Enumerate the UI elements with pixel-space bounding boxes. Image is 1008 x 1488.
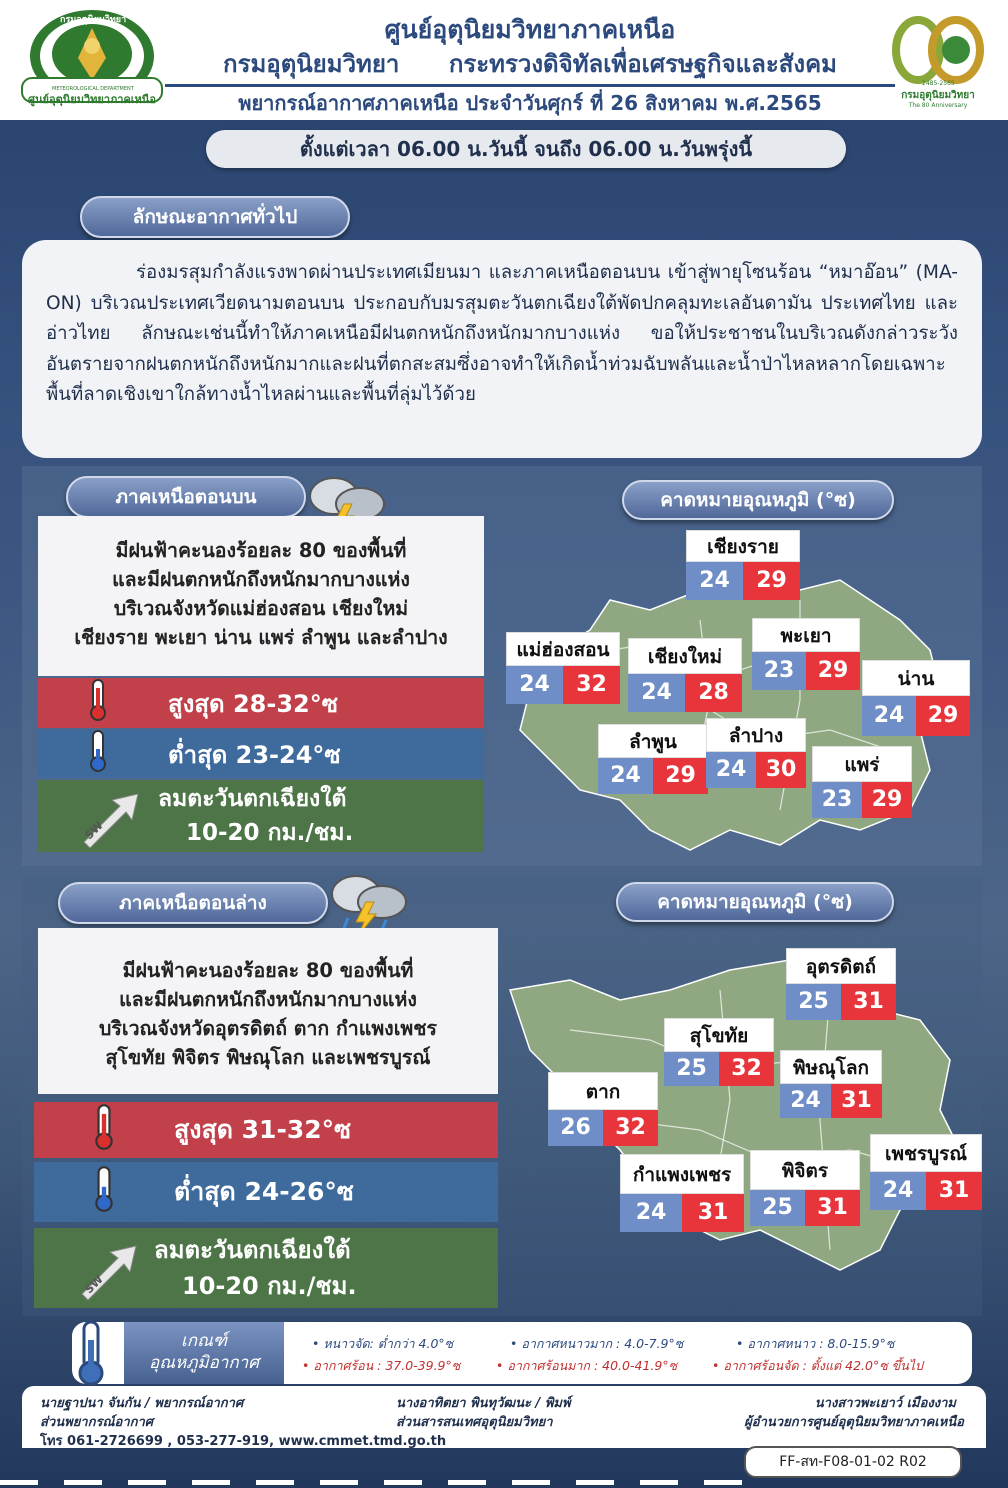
province-card (786, 948, 896, 1020)
province-card (752, 618, 860, 690)
upper-desc-line: มีฝนฟ้าคะนองร้อยละ 80 ของพื้นที่ (115, 539, 407, 562)
province-card (628, 638, 742, 712)
province-min: 25 (786, 984, 841, 1020)
logo-80-en: The 80 Anniversary (908, 102, 968, 109)
header-title-1: ศูนย์อุตุนิยมวิทยาภาคเหนือ (384, 15, 676, 44)
province-name: แม่ฮ่องสอน (506, 632, 620, 666)
province-card (620, 1154, 744, 1232)
province-name: เชียงราย (686, 530, 800, 562)
logo-left-bottom-text: ศูนย์อุตุนิยมวิทยาภาคเหนือ (28, 93, 156, 106)
general-text-box (22, 240, 982, 458)
province-name: ลำปาง (706, 718, 806, 752)
province-card (870, 1134, 982, 1210)
upper-min-temp-bar (38, 730, 484, 778)
province-min: 24 (870, 1172, 926, 1210)
province-name: พะเยา (752, 618, 860, 652)
province-max: 31 (682, 1194, 744, 1232)
lower-max-temp-bar (34, 1102, 498, 1158)
upper-wind-text (158, 782, 484, 850)
form-code: FF-สท-F08-01-02 R02 (744, 1446, 962, 1478)
lower-temp-title: คาดหมายอุณหภูมิ (°ซ) (616, 882, 894, 922)
typist-name: นางอาทิตยา พินทุวัฒนะ / พิมพ์ (396, 1396, 571, 1411)
criteria-item: • อากาศหนาวมาก : 4.0-7.9°ซ (510, 1336, 684, 1351)
province-max: 31 (831, 1084, 882, 1118)
criteria-item: • หนาวจัด: ต่ำกว่า 4.0°ซ (312, 1336, 454, 1351)
logo-left-top-text: กรมอุตุนิยมวิทยา (60, 15, 127, 25)
province-max: 29 (653, 758, 708, 794)
director-name: นางสาวพะเยาว์ เมืองงาม (814, 1396, 956, 1411)
province-name: ลำพูน (598, 724, 708, 758)
province-name: สุโขทัย (664, 1018, 774, 1052)
criteria-item: • อากาศร้อน : 37.0-39.9°ซ (302, 1358, 461, 1373)
lower-min-temp-bar (34, 1162, 498, 1222)
footer-dashes (0, 1470, 1008, 1478)
lower-title: ภาคเหนือตอนล่าง (58, 882, 328, 924)
upper-max-temp-bar (38, 678, 484, 728)
logo-80-dept: กรมอุตุนิยมวิทยา (901, 90, 975, 101)
ministry-name: กระทรวงดิจิทัลเพื่อเศรษฐกิจและสังคม (448, 50, 837, 78)
upper-desc (38, 516, 484, 676)
upper-desc-line: บริเวณจังหวัดแม่ฮ่องสอน เชียงใหม่ (113, 597, 409, 620)
province-max: 28 (685, 674, 742, 712)
lower-desc-line: มีฝนฟ้าคะนองร้อยละ 80 ของพื้นที่ (122, 959, 414, 982)
general-title: ลักษณะอากาศทั่วไป (80, 196, 350, 238)
province-name: เชียงใหม่ (628, 638, 742, 674)
province-min: 24 (780, 1084, 831, 1118)
header-title-2 (180, 44, 880, 83)
province-max: 31 (841, 984, 896, 1020)
province-name: เพชรบูรณ์ (870, 1134, 982, 1172)
lower-desc-line: และมีฝนตกหนักถึงหนักมากบางแห่ง (119, 988, 417, 1011)
footer (22, 1386, 986, 1448)
wind-dir-label: SW (82, 818, 106, 843)
logo-80-years: 2485-2565 (922, 80, 955, 87)
province-max: 29 (916, 696, 970, 736)
lower-wind-dir: ลมตะวันตกเฉียงใต้ (154, 1236, 351, 1264)
tmd-northern-logo (16, 6, 168, 112)
province-min: 25 (750, 1190, 805, 1226)
general-text: ร่องมรสุมกำลังแรงพาดผ่านประเทศเมียนมา และภาคเหนือตอนบน เข้าสู่พายุโซนร้อน “หมาอ๊อน” (MA-ON) บริเวณประเทศเวียดนามตอนบน ประกอบกับมรสุมตะวันตกเฉียงใต้พัดปกคลุมทะเลอันดามัน ประเทศไทย และอ่าวไทย ลักษณะเช่นนี้ทำให้ภาคเหนือมีฝนตกหนักถึงหนักมากบางแห่ง ขอให้ประชาชนในบริเวณดังกล่าวระวังอันตรายจากฝนตกหนักถึงหนักมากและฝนที่ตกสะสมซึ่งอาจทำให้เกิดน้ำท่วมฉับพลันและน้ำป่าไหลหลากโดยเฉพาะพื้นที่ลาดเชิงเขาใกล้ทางน้ำไหลผ่านและพื้นที่ลุ่มไว้ด้วย (46, 262, 958, 405)
wind-dir-label: SW (82, 1272, 106, 1297)
province-max: 29 (862, 782, 912, 818)
logo-left-en-text: METEOROLOGICAL DEPARTMENT (52, 86, 134, 92)
criteria-label-2: อุณหภูมิอากาศ (149, 1353, 259, 1373)
lower-desc (38, 928, 498, 1094)
province-min: 25 (664, 1052, 719, 1086)
province-min: 23 (752, 652, 806, 690)
lower-desc-line: สุโขทัย พิจิตร พิษณุโลก และเพชรบูรณ์ (105, 1046, 431, 1069)
province-max: 32 (603, 1110, 658, 1146)
criteria-item: • อากาศร้อนจัด : ตั้งแต่ 42.0°ซ ขึ้นไป (712, 1358, 923, 1373)
province-card (780, 1050, 882, 1118)
province-min: 23 (812, 782, 862, 818)
lower-wind-speed: 10-20 กม./ชม. (182, 1272, 357, 1300)
province-card (706, 718, 806, 788)
province-min: 24 (598, 758, 653, 794)
time-range: ตั้งแต่เวลา 06.00 น.วันนี้ จนถึง 06.00 น.วันพรุ่งนี้ (206, 130, 846, 168)
lower-min-temp: ต่ำสุด 24-26°ซ (174, 1177, 354, 1206)
province-card (686, 530, 800, 600)
thermometer-hot-icon (34, 1103, 174, 1157)
province-max: 32 (719, 1052, 774, 1086)
tmd-80-anniversary-logo (888, 10, 988, 116)
wind-arrow-icon (38, 780, 158, 852)
upper-max-temp: สูงสุด 28-32°ซ (168, 689, 339, 718)
criteria-item: • อากาศหนาว : 8.0-15.9°ซ (736, 1336, 895, 1351)
upper-wind-bar (38, 780, 484, 852)
province-max: 31 (926, 1172, 982, 1210)
province-max: 31 (805, 1190, 860, 1226)
province-max: 29 (743, 562, 800, 600)
province-name: น่าน (862, 660, 970, 696)
province-min: 24 (620, 1194, 682, 1232)
thermometer-cold-icon (34, 1165, 174, 1219)
lower-wind-text (154, 1232, 498, 1304)
director-title: ผู้อำนวยการศูนย์อุตุนิยมวิทยาภาคเหนือ (744, 1415, 964, 1430)
criteria-label (124, 1322, 284, 1384)
wind-arrow-icon (34, 1228, 154, 1308)
province-card (750, 1150, 860, 1226)
province-min: 24 (706, 752, 756, 788)
upper-title: ภาคเหนือตอนบน (66, 476, 306, 518)
province-min: 24 (686, 562, 743, 600)
province-name: พิษณุโลก (780, 1050, 882, 1084)
province-card (506, 632, 620, 704)
province-min: 24 (506, 666, 563, 704)
province-min: 24 (862, 696, 916, 736)
province-name: อุตรดิตถ์ (786, 948, 896, 984)
forecast-date: พยากรณ์อากาศภาคเหนือ ประจำวันศุกร์ ที่ 26 สิงหาคม พ.ศ.2565 (165, 84, 895, 120)
thermometer-icon (72, 1318, 112, 1388)
province-card (862, 660, 970, 736)
criteria-label-1: เกณฑ์ (181, 1331, 227, 1351)
upper-wind-speed: 10-20 กม./ชม. (186, 820, 354, 846)
contact-info: โทร 061-2726699 , 053-277-919, www.cmmet.tmd.go.th (40, 1434, 447, 1449)
criteria-item: • อากาศร้อนมาก : 40.0-41.9°ซ (496, 1358, 678, 1373)
province-name: แพร่ (812, 746, 912, 782)
province-card (812, 746, 912, 818)
upper-desc-line: และมีฝนตกหนักถึงหนักมากบางแห่ง (112, 568, 410, 591)
typist-unit: ส่วนสารสนเทศอุตุนิยมวิทยา (396, 1415, 553, 1430)
lower-wind-bar (34, 1228, 498, 1308)
thermometer-cold-icon (38, 729, 158, 779)
province-max: 32 (563, 666, 620, 704)
province-max: 30 (756, 752, 806, 788)
lower-max-temp: สูงสุด 31-32°ซ (174, 1115, 352, 1144)
upper-min-temp: ต่ำสุด 23-24°ซ (168, 740, 341, 769)
province-card (598, 724, 708, 794)
province-card (548, 1072, 658, 1146)
logo-80-number (888, 38, 988, 39)
province-min: 26 (548, 1110, 603, 1146)
province-max: 29 (806, 652, 860, 690)
upper-wind-dir: ลมตะวันตกเฉียงใต้ (158, 786, 347, 812)
forecaster-unit: ส่วนพยากรณ์อากาศ (40, 1415, 154, 1430)
lower-desc-line: บริเวณจังหวัดอุตรดิตถ์ ตาก กำแพงเพชร (99, 1017, 437, 1040)
province-card (664, 1018, 774, 1086)
upper-temp-title: คาดหมายอุณหภูมิ (°ซ) (622, 480, 894, 520)
province-name: ตาก (548, 1072, 658, 1110)
upper-desc-line: เชียงราย พะเยา น่าน แพร่ ลำพูน และลำปาง (74, 626, 448, 649)
dept-name: กรมอุตุนิยมวิทยา (223, 50, 400, 78)
forecaster-name: นายฐาปนา จันกัน / พยากรณ์อากาศ (40, 1396, 244, 1411)
province-min: 24 (628, 674, 685, 712)
province-name: กำแพงเพชร (620, 1154, 744, 1194)
thermometer-hot-icon (38, 678, 158, 728)
province-name: พิจิตร (750, 1150, 860, 1190)
